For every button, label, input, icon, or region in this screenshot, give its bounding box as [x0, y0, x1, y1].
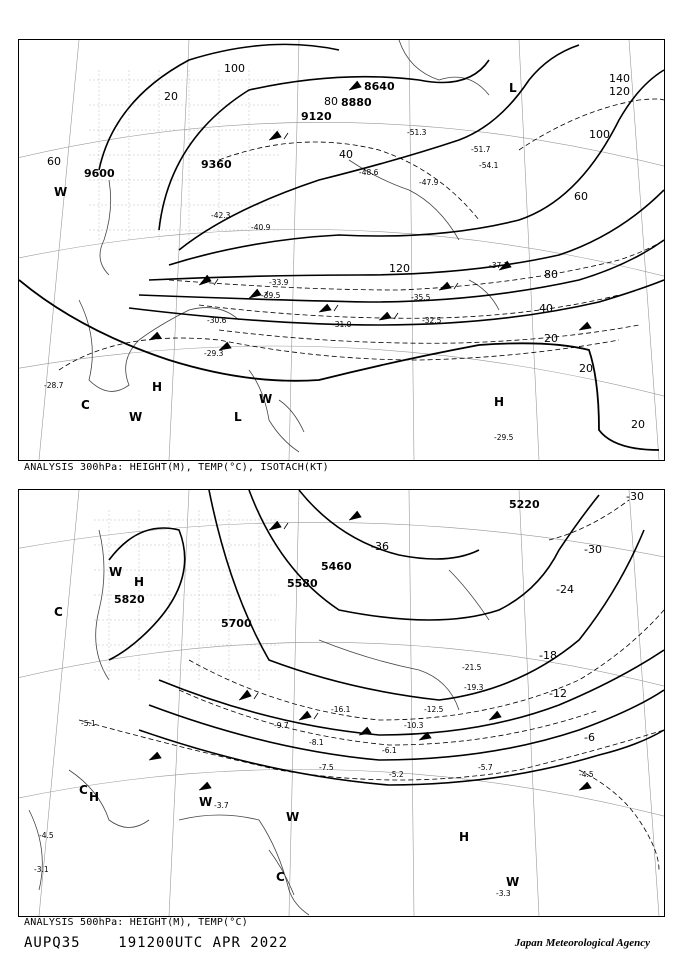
map-500hpa [19, 490, 664, 916]
temp-contour-label: -30 [584, 543, 602, 556]
height-label: 5220 [509, 498, 540, 511]
pressure-system-markers [54, 81, 517, 424]
temp-label: -37.1 [489, 261, 509, 270]
isotach-label: 120 [609, 85, 630, 98]
temp-label: -42.3 [211, 211, 231, 220]
wind-barbs [149, 511, 591, 790]
temp-label: -4.5 [579, 770, 594, 779]
valid-time: 191200UTC APR 2022 [118, 935, 289, 951]
height-label: 9120 [301, 110, 332, 123]
temp-contour-label: -30 [626, 490, 644, 503]
temp-label: -35.5 [411, 293, 431, 302]
temp-contour-label: -18 [539, 649, 557, 662]
high-pressure-marker: H [89, 790, 100, 804]
temp-label: -47.9 [419, 178, 439, 187]
map-panel-500hpa [18, 489, 665, 917]
station-temperature-labels [34, 663, 594, 898]
low-pressure-marker: L [234, 410, 242, 424]
low-pressure-marker: L [509, 81, 517, 95]
temp-label: -39.5 [261, 291, 281, 300]
isotach-label: 140 [609, 72, 630, 85]
high-pressure-marker: H [459, 830, 470, 844]
temp-label: -51.7 [471, 145, 491, 154]
height-label: 5700 [221, 617, 252, 630]
jet-boundary [19, 280, 659, 450]
temp-label: -5.2 [389, 770, 404, 779]
temp-label: -33.9 [269, 278, 289, 287]
upper-chart-caption: ANALYSIS 300hPa: HEIGHT(M), TEMP(°C), ISOTACH(KT) [24, 462, 329, 473]
temp-label: -28.7 [44, 381, 64, 390]
isotach-label: 40 [339, 148, 353, 161]
warm-center-marker: W [506, 875, 520, 889]
cold-center-marker: C [81, 398, 90, 412]
chart-code: AUPQ35 [24, 935, 81, 951]
warm-center-marker: W [199, 795, 213, 809]
temp-label: -21.5 [462, 663, 482, 672]
isotach-label: 20 [544, 332, 558, 345]
cold-center-marker: C [276, 870, 285, 884]
high-pressure-marker: H [494, 395, 505, 409]
high-pressure-marker: H [152, 380, 163, 394]
height-contours [109, 490, 664, 785]
height-label: 5460 [321, 560, 352, 573]
isotach-label: 20 [164, 90, 178, 103]
temp-label: -54.1 [479, 161, 499, 170]
isotach-label: 120 [389, 262, 410, 275]
map-panel-300hpa [18, 39, 665, 461]
cold-center-marker: C [54, 605, 63, 619]
temp-contour-label: -12 [549, 687, 567, 700]
temp-label: -5.1 [81, 719, 96, 728]
warm-center-marker: W [109, 565, 123, 579]
temp-label: -30.6 [207, 316, 227, 325]
warm-center-marker: W [129, 410, 143, 424]
temperature-contour-labels [371, 490, 644, 744]
temp-contour-label: -36 [371, 540, 389, 553]
temp-label: -7.5 [319, 763, 334, 772]
height-label: 9360 [201, 158, 232, 171]
high-pressure-marker: H [134, 575, 145, 589]
temp-label: -8.1 [309, 738, 324, 747]
temp-label: -12.5 [424, 705, 444, 714]
isotach-labels [47, 62, 645, 431]
temp-label: -32.5 [422, 316, 442, 325]
temp-label: -5.7 [478, 763, 493, 772]
temp-label: -6.1 [382, 746, 397, 755]
temp-label: -3.3 [496, 889, 511, 898]
isotach-label: 80 [324, 95, 338, 108]
map-300hpa [19, 40, 664, 460]
isotach-label: 40 [539, 302, 553, 315]
isotach-label: 20 [631, 418, 645, 431]
temp-label: -10.3 [404, 721, 424, 730]
isotach-label: 100 [589, 128, 610, 141]
isotach-label: 60 [574, 190, 588, 203]
warm-center-marker: W [259, 392, 273, 406]
height-label: 8640 [364, 80, 395, 93]
graticule [19, 490, 664, 916]
chart-identifier [24, 935, 288, 951]
height-label: 9600 [84, 167, 115, 180]
isotach-label: 60 [47, 155, 61, 168]
temp-label: -29.3 [204, 349, 224, 358]
temp-contour-label: -6 [584, 731, 595, 744]
isotach-label: 100 [224, 62, 245, 75]
temp-label: -3.7 [214, 801, 229, 810]
temp-label: -3.1 [34, 865, 49, 874]
temp-label: -48.6 [359, 168, 379, 177]
agency-credit: Japan Meteorological Agency [514, 937, 650, 949]
height-label: 5580 [287, 577, 318, 590]
temp-label: -9.7 [274, 721, 289, 730]
temp-contour-label: -24 [556, 583, 574, 596]
cold-center-marker: C [79, 783, 88, 797]
temp-label: -16.1 [331, 705, 351, 714]
temperature-contours [79, 500, 664, 870]
temp-label: -19.3 [464, 683, 484, 692]
temp-label: -29.5 [494, 433, 514, 442]
temp-label: -4.5 [39, 831, 54, 840]
isotach-label: 20 [579, 362, 593, 375]
temp-label: -40.9 [251, 223, 271, 232]
warm-center-marker: W [54, 185, 68, 199]
lower-chart-caption: ANALYSIS 500hPa: HEIGHT(M), TEMP(°C) [24, 917, 248, 928]
height-label: 8880 [341, 96, 372, 109]
temp-label: -51.3 [407, 128, 427, 137]
isotach-label: 80 [544, 268, 558, 281]
temp-label: -31.0 [332, 320, 352, 329]
coastline [79, 40, 499, 452]
warm-center-marker: W [286, 810, 300, 824]
height-label: 5820 [114, 593, 145, 606]
isotach-contours [59, 99, 664, 370]
